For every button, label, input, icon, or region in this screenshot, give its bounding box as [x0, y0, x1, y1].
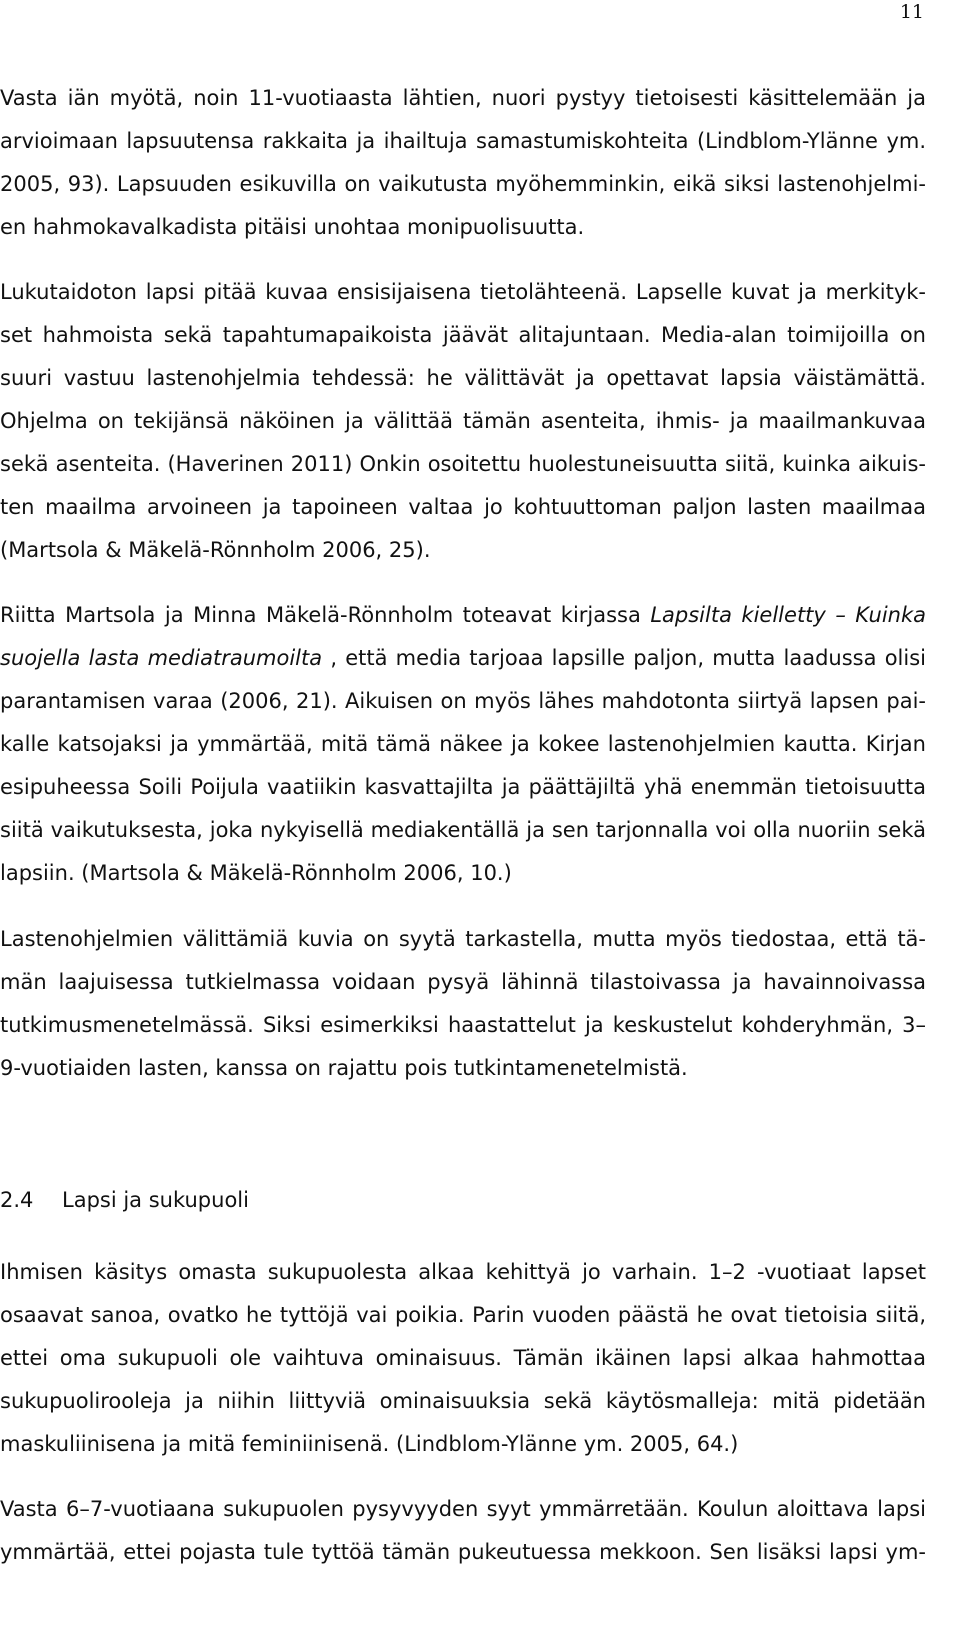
- body-line: ten maailma arvoineen ja tapoineen valtaa jo kohtuuttoman paljon lasten maailmaa: [0, 495, 926, 519]
- body-line: kalle katsojaksi ja ymmärtää, mitä tämä näkee ja kokee lastenohjelmien kautta. Kirjan: [0, 732, 926, 756]
- page-number: 11: [899, 1, 924, 23]
- body-line: Ohjelma on tekijänsä näköinen ja välittää tämän asenteita, ihmis- ja maailmankuvaa: [0, 409, 926, 433]
- body-line: [0, 643, 926, 673]
- body-line: 2005, 93). Lapsuuden esikuvilla on vaikutusta myöhemminkin, eikä siksi lastenohjelmi-: [0, 172, 926, 196]
- body-line: ymmärtää, ettei pojasta tule tyttöä tämän pukeutuessa mekkoon. Sen lisäksi lapsi ym-: [0, 1540, 926, 1564]
- body-line: suuri vastuu lastenohjelmia tehdessä: he välittävät ja opettavat lapsia väistämättä.: [0, 366, 926, 390]
- body-line: osaavat sanoa, ovatko he tyttöjä vai poikia. Parin vuoden päästä he ovat tietoisia siitä,: [0, 1303, 926, 1327]
- body-line: (Martsola & Mäkelä-Rönnholm 2006, 25).: [0, 538, 431, 562]
- body-line: en hahmokavalkadista pitäisi unohtaa monipuolisuutta.: [0, 215, 585, 239]
- body-line: Ihmisen käsitys omasta sukupuolesta alkaa kehittyä jo varhain. 1–2 -vuotiaat lapset: [0, 1260, 926, 1284]
- body-line: 9-vuotiaiden lasten, kanssa on rajattu pois tutkintamenetelmistä.: [0, 1056, 688, 1080]
- section-number: 2.4: [0, 1188, 34, 1212]
- body-line: män laajuisessa tutkielmassa voidaan pysyä lähinnä tilastoivassa ja havainnoivassa: [0, 970, 926, 994]
- body-line: sekä asenteita. (Haverinen 2011) Onkin osoitettu huolestuneisuutta siitä, kuinka aikuis-: [0, 452, 926, 476]
- book-title: Lapsilta kielletty – Kuinka: [650, 603, 926, 627]
- body-line: esipuheessa Soili Poijula vaatiikin kasvattajilta ja päättäjiltä yhä enemmän tietoisuutta: [0, 775, 926, 799]
- body-line: arvioimaan lapsuutensa rakkaita ja ihailtuja samastumiskohteita (Lindblom-Ylänne ym.: [0, 129, 926, 153]
- body-line: tutkimusmenetelmässä. Siksi esimerkiksi haastattelut ja keskustelut kohderyhmän, 3–: [0, 1013, 926, 1037]
- body-text: Riitta Martsola ja Minna Mäkelä-Rönnholm toteavat kirjassa: [0, 603, 651, 627]
- book-title: suojella lasta mediatraumoilta: [0, 646, 323, 670]
- body-line: Lastenohjelmien välittämiä kuvia on syytä tarkastella, mutta myös tiedostaa, että tä-: [0, 927, 926, 951]
- body-line: Vasta 6–7-vuotiaana sukupuolen pysyvyyden syyt ymmärretään. Koulun aloittava lapsi: [0, 1497, 926, 1521]
- body-line: sukupuolirooleja ja niihin liittyviä ominaisuuksia sekä käytösmalleja: mitä pidetään: [0, 1389, 926, 1413]
- body-line: set hahmoista sekä tapahtumapaikoista jäävät alitajuntaan. Media-alan toimijoilla on: [0, 323, 926, 347]
- body-line: ettei oma sukupuoli ole vaihtuva ominaisuus. Tämän ikäinen lapsi alkaa hahmottaa: [0, 1346, 926, 1370]
- body-line: maskuliinisena ja mitä feminiinisenä. (Lindblom-Ylänne ym. 2005, 64.): [0, 1432, 739, 1456]
- body-line: siitä vaikutuksesta, joka nykyisellä mediakentällä ja sen tarjonnalla voi olla nuoriin sekä: [0, 818, 926, 842]
- section-heading: [0, 1185, 249, 1215]
- body-line: Vasta iän myötä, noin 11-vuotiaasta lähtien, nuori pystyy tietoisesti käsittelemään ja: [0, 86, 926, 110]
- body-line: lapsiin. (Martsola & Mäkelä-Rönnholm 2006, 10.): [0, 861, 512, 885]
- body-line: Lukutaidoton lapsi pitää kuvaa ensisijaisena tietolähteenä. Lapselle kuvat ja merkityk-: [0, 280, 926, 304]
- body-line: parantamisen varaa (2006, 21). Aikuisen on myös lähes mahdotonta siirtyä lapsen pai-: [0, 689, 926, 713]
- body-line: [0, 600, 926, 630]
- section-title: Lapsi ja sukupuoli: [62, 1188, 249, 1212]
- body-text: , että media tarjoaa lapsille paljon, mutta laadussa olisi: [322, 646, 926, 670]
